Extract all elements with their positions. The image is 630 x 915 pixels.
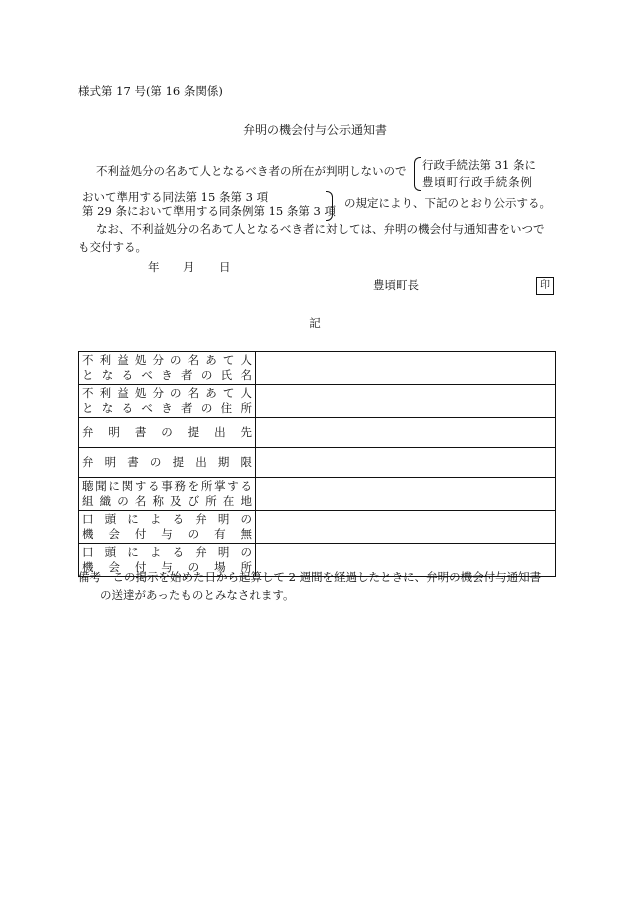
ki-heading: 記 bbox=[309, 316, 321, 330]
table-row bbox=[79, 352, 556, 385]
intro-text: 不利益処分の名あて人となるべき者の所在が判明しないので bbox=[96, 164, 407, 178]
row-label-cell bbox=[79, 478, 256, 511]
row-label-cell bbox=[79, 448, 256, 478]
table-row bbox=[79, 418, 556, 448]
table-row bbox=[79, 478, 556, 511]
row-label-line: となるべき者の氏名 bbox=[82, 368, 252, 382]
row-value-cell[interactable] bbox=[256, 511, 556, 544]
row-label-line: となるべき者の住所 bbox=[82, 401, 252, 415]
right-brace-bracket bbox=[326, 191, 333, 221]
remarks-line-2: の送達があったものとみなされます。 bbox=[100, 588, 295, 602]
date-year: 年 bbox=[148, 260, 160, 274]
sub-option-1: おいて準用する同法第 15 条第 3 項 bbox=[82, 190, 269, 204]
row-label-cell bbox=[79, 418, 256, 448]
issuer-name: 豊頃町長 bbox=[373, 278, 419, 292]
table-row bbox=[79, 448, 556, 478]
date-month: 月 bbox=[183, 260, 195, 274]
law-option-2: 豊頃町行政手続条例 bbox=[422, 175, 533, 189]
row-label-line: 弁明書の提出先 bbox=[82, 425, 252, 439]
row-label-line: 聴聞に関する事務を所掌する bbox=[82, 479, 252, 493]
remarks-line-1: 備考 この掲示を始めた日から起算して 2 週間を経過したときに、弁明の機会付与通知書 bbox=[78, 570, 542, 584]
row-label-line: 弁明書の提出期限 bbox=[82, 455, 252, 469]
note-line-1: なお、不利益処分の名あて人となるべき者に対しては、弁明の機会付与通知書をいつで bbox=[96, 222, 545, 236]
row-label-line: 不利益処分の名あて人 bbox=[82, 353, 252, 367]
row-value-cell[interactable] bbox=[256, 385, 556, 418]
document-title: 弁明の機会付与公示通知書 bbox=[242, 123, 387, 137]
row-label-line: 組織の名称及び所在地 bbox=[82, 494, 252, 508]
seal-mark: 印 bbox=[536, 277, 554, 295]
date-day: 日 bbox=[219, 260, 231, 274]
items-table bbox=[78, 351, 556, 577]
row-label-cell bbox=[79, 385, 256, 418]
form-number: 様式第 17 号(第 16 条関係) bbox=[78, 84, 223, 98]
note-line-2: も交付する。 bbox=[78, 240, 147, 254]
row-label-line: 口頭による弁明の bbox=[82, 545, 252, 559]
sub-option-2: 第 29 条において準用する同条例第 15 条第 3 項 bbox=[82, 204, 337, 218]
provision-text: の規定により、下記のとおり公示する。 bbox=[344, 196, 551, 210]
row-label-line: 機会付与の場所 bbox=[82, 560, 252, 574]
table-row bbox=[79, 385, 556, 418]
left-brace-bracket bbox=[414, 157, 421, 191]
row-label-line: 不利益処分の名あて人 bbox=[82, 386, 252, 400]
table-row bbox=[79, 511, 556, 544]
row-label-cell bbox=[79, 352, 256, 385]
row-value-cell[interactable] bbox=[256, 352, 556, 385]
row-label-cell bbox=[79, 511, 256, 544]
row-value-cell[interactable] bbox=[256, 478, 556, 511]
row-value-cell[interactable] bbox=[256, 448, 556, 478]
row-label-line: 口頭による弁明の bbox=[82, 512, 252, 526]
row-value-cell[interactable] bbox=[256, 418, 556, 448]
row-label-line: 機会付与の有無 bbox=[82, 527, 252, 541]
law-option-1: 行政手続法第 31 条に bbox=[422, 158, 536, 172]
